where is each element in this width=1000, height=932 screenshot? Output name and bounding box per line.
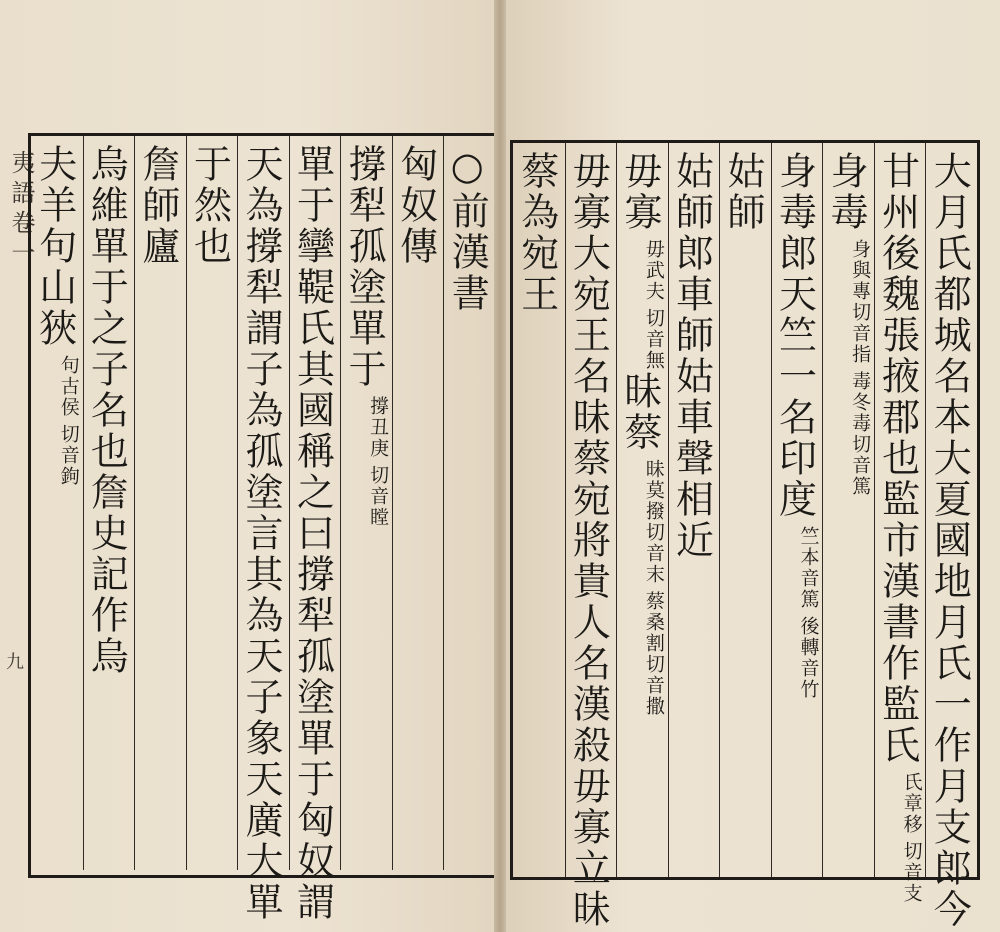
annotation-text: 切音瞠 xyxy=(367,465,390,528)
column-rule xyxy=(134,136,135,870)
column-rule xyxy=(443,136,444,870)
main-text: 甘州後魏張掖郡也監市漢書作監氏 xyxy=(875,151,920,766)
text-column xyxy=(771,151,823,871)
main-text: 姑師 xyxy=(721,151,765,233)
annotation-text: 切音無 xyxy=(642,308,665,371)
column-rule xyxy=(616,143,617,877)
left-frame xyxy=(28,133,498,923)
text-column xyxy=(719,151,771,871)
main-text: 大月氏都城名本大夏國地月氏一作月支郎今 xyxy=(927,151,972,930)
text-column xyxy=(237,144,289,923)
column-rule xyxy=(925,143,926,877)
main-text: 天為撐犁謂子為孤塗言其為天子象天廣大單 xyxy=(239,144,283,923)
text-column xyxy=(83,144,135,864)
column-rule xyxy=(771,143,772,877)
column-rule xyxy=(874,143,875,877)
text-column xyxy=(822,151,874,871)
text-column xyxy=(616,151,668,871)
main-text: 烏維單于之子名也詹史記作烏 xyxy=(84,144,129,677)
main-text: 毋寡大宛王名昧蔡宛將貴人名漢殺毋寡立昧 xyxy=(566,151,611,930)
text-column xyxy=(443,144,495,864)
annotation-text: 氏章移 xyxy=(900,772,923,835)
text-column xyxy=(874,151,926,904)
main-text: 姑師郎車師姑車聲相近 xyxy=(669,151,714,561)
text-column xyxy=(392,144,444,864)
left-page xyxy=(0,0,494,932)
column-rule xyxy=(822,143,823,877)
annotation-text: 蔡桑割切音撒 xyxy=(642,591,665,717)
main-text: 蔡為宛王 xyxy=(514,151,559,315)
annotation-text: 後轉音竹 xyxy=(797,616,820,700)
text-column xyxy=(513,151,565,871)
text-column xyxy=(31,144,83,864)
text-column xyxy=(289,144,341,923)
main-text: 匈奴傳 xyxy=(393,144,438,267)
main-text: 撐犁孤塗單于 xyxy=(342,144,387,390)
main-text: 身毒 xyxy=(824,151,869,233)
column-rule xyxy=(237,136,238,870)
column-rule xyxy=(289,136,290,870)
column-rule xyxy=(668,143,669,877)
column-rule xyxy=(565,143,566,877)
margin-book-title: 夷語卷一 xyxy=(7,150,35,270)
folio-number: 九 xyxy=(6,652,24,673)
annotation-text: 句古侯 xyxy=(57,355,80,418)
text-column xyxy=(565,151,617,930)
column-rule xyxy=(392,136,393,870)
main-text: 夫羊句山狹 xyxy=(32,144,77,349)
text-column xyxy=(340,144,392,864)
main-text: 昧蔡 xyxy=(617,371,662,453)
right-frame xyxy=(510,140,980,930)
main-text: 身毒郎天竺一名印度 xyxy=(772,151,817,520)
main-text: ○前漢書 xyxy=(445,144,490,314)
annotation-text: 毒冬毒切音篤 xyxy=(849,371,872,497)
text-column xyxy=(668,151,720,871)
annotation-text: 竺本音篤 xyxy=(797,526,820,610)
text-column xyxy=(925,151,977,930)
column-rule xyxy=(83,136,84,870)
annotation-text: 昧莫撥切音末 xyxy=(642,459,665,585)
annotation-text: 切音支 xyxy=(900,841,923,904)
main-text: 單于攣鞮氏其國稱之曰撐犁孤塗單于匈奴謂 xyxy=(290,144,335,923)
main-text: 詹師廬 xyxy=(135,144,180,267)
column-rule xyxy=(340,136,341,870)
annotation-text: 身與專切音指 xyxy=(849,239,872,365)
column-rule xyxy=(186,136,187,870)
main-text: 于然也 xyxy=(187,144,232,267)
book-gutter xyxy=(494,0,506,932)
annotation-text: 毋武夫 xyxy=(642,239,665,302)
text-column xyxy=(134,144,186,864)
right-page xyxy=(506,0,1000,932)
column-rule xyxy=(719,143,720,877)
annotation-text: 切音鉤 xyxy=(57,424,80,487)
annotation-text: 撐丑庚 xyxy=(367,396,390,459)
text-column xyxy=(186,144,238,864)
main-text: 毋寡 xyxy=(617,151,662,233)
